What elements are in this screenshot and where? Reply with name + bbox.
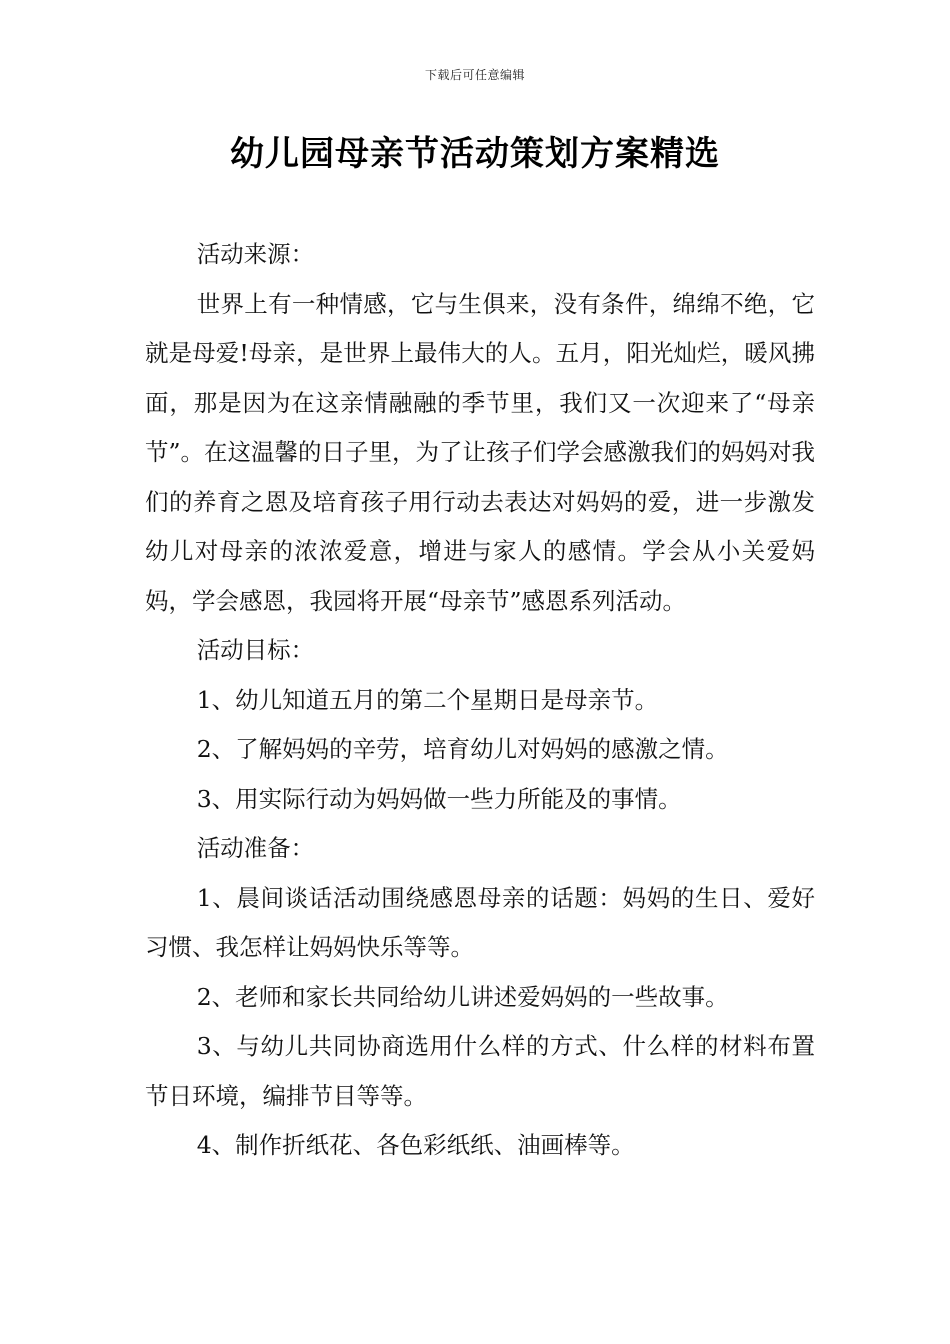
goal-item-1: 1、幼儿知道五月的第二个星期日是母亲节。 bbox=[196, 685, 659, 714]
section-heading-source: 活动来源： bbox=[196, 240, 315, 268]
section-heading-preparation: 活动准备： bbox=[196, 834, 315, 862]
document-body bbox=[145, 230, 815, 1171]
paragraph-source-body: 世界上有一种情感，它与生俱来，没有条件，绵绵不绝，它就是母爱!母亲，是世界上最伟大的人。五月，阳光灿烂，暖风拂面，那是因为在这亲情融融的季节里，我们又一次迎来了“母亲节”。在这温馨的日子里，为了让孩子们学会感激我们的妈妈对我们的养育之恩及培育孩子用行动去表达对妈妈的爱，进一步激发幼儿对母亲的浓浓爱意，增进与家人的感情。学会从小关爱妈妈，学会感恩，我园将开展“母亲节”感恩系列活动。 bbox=[145, 289, 816, 615]
preparation-item-1: 1、晨间谈话活动围绕感恩母亲的话题：妈妈的生日、爱好习惯、我怎样让妈妈快乐等等。 bbox=[145, 883, 815, 961]
section-heading-goals: 活动目标： bbox=[196, 636, 315, 664]
preparation-item-2: 2、老师和家长共同给幼儿讲述爱妈妈的一些故事。 bbox=[196, 982, 729, 1011]
preparation-item-4: 4、制作折纸花、各色彩纸纸、油画棒等。 bbox=[196, 1131, 635, 1159]
document-title: 幼儿园母亲节活动策划方案精选 bbox=[230, 134, 720, 174]
header-note: 下载后可任意编辑 bbox=[424, 68, 525, 82]
preparation-item-3: 3、与幼儿共同协商选用什么样的方式、什么样的材料布置节日环境，编排节目等等。 bbox=[145, 1032, 815, 1110]
goal-item-3: 3、用实际行动为妈妈做一些力所能及的事情。 bbox=[196, 784, 682, 813]
goal-item-2: 2、了解妈妈的辛劳，培育幼儿对妈妈的感激之情。 bbox=[196, 735, 729, 763]
